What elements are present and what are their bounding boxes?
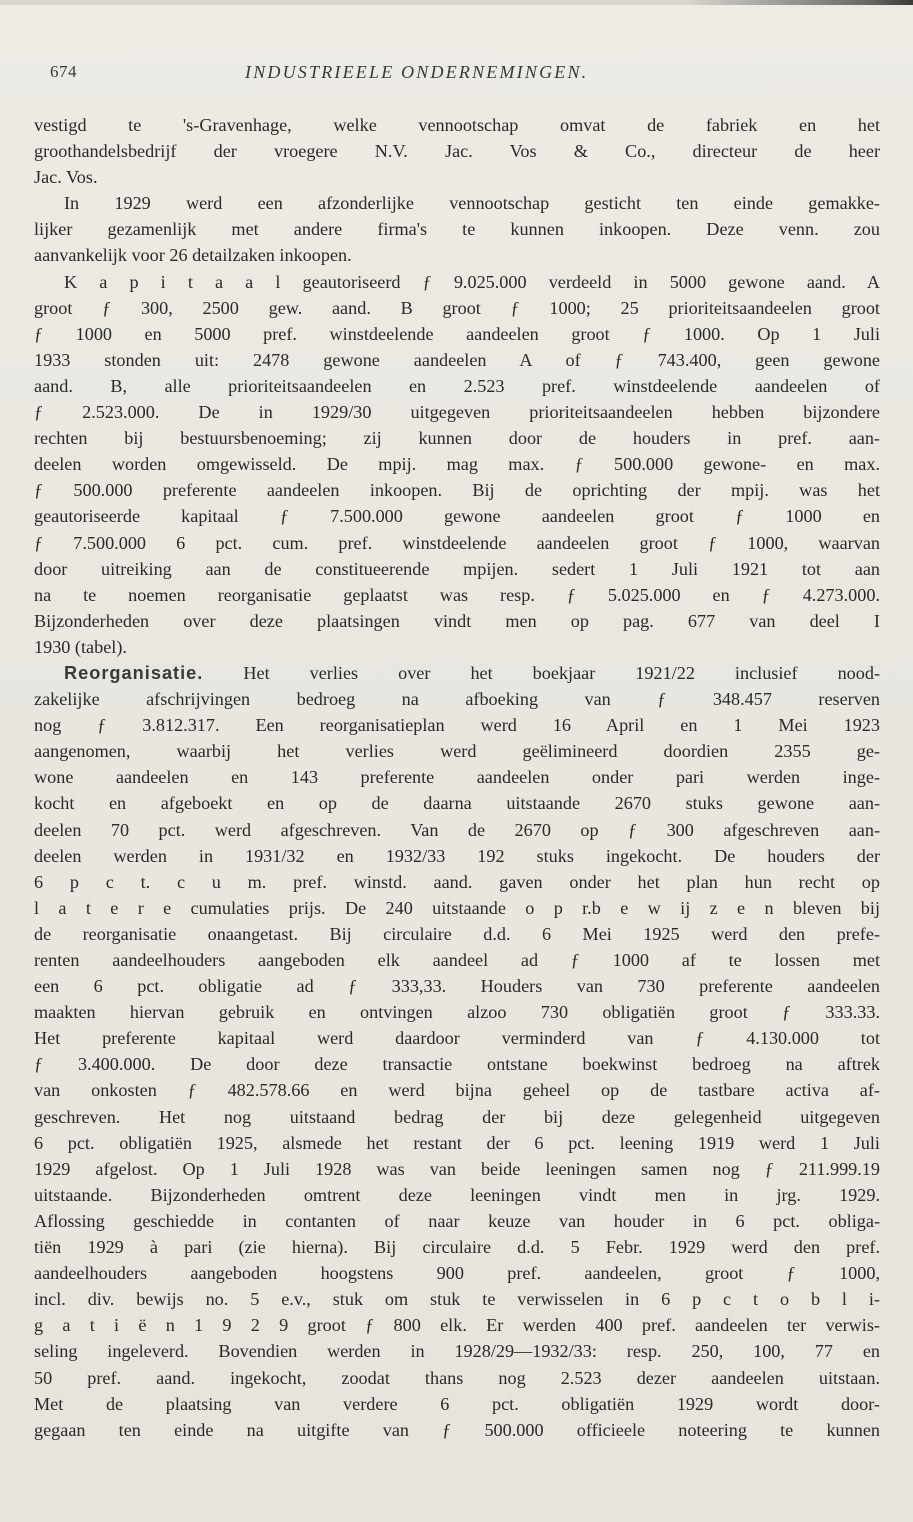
text-line: K a p i t a a l geautoriseerd ƒ 9.025.000 verdeeld in 5000 gewone aand. A	[64, 271, 880, 292]
text-line: geschreven. Het nog uitstaand bedrag der bij deze gelegenheid uitgegeven	[34, 1106, 880, 1127]
text-line: groothandelsbedrijf der vroegere N.V. Jac. Vos & Co., directeur de heer	[34, 141, 880, 162]
text-line: Met de plaatsing van verdere 6 pct. obligatiën 1929 wordt door-	[34, 1393, 880, 1414]
text-line: groot ƒ 300, 2500 gew. aand. B groot ƒ 1000; 25 prioriteitsaandeelen groot	[34, 297, 880, 318]
text-line: deelen 70 pct. werd afgeschreven. Van de 2670 op ƒ 300 afgeschreven aan-	[34, 819, 880, 840]
text-line: ƒ 2.523.000. De in 1929/30 uitgegeven prioriteitsaandeelen hebben bijzondere	[34, 402, 880, 423]
text-line: geautoriseerde kapitaal ƒ 7.500.000 gewone aandeelen groot ƒ 1000 en	[34, 506, 880, 527]
text-line: ƒ 1000 en 5000 pref. winstdeelende aandeelen groot ƒ 1000. Op 1 Juli	[34, 323, 880, 344]
text-line: aanvankelijk voor 26 detailzaken inkoopen.	[34, 245, 352, 266]
section-first-line	[34, 660, 880, 686]
text-line: Jac. Vos.	[34, 167, 98, 188]
text-line: In 1929 werd een afzonderlijke vennootschap gesticht ten einde gemakke-	[64, 193, 880, 214]
text-line: ƒ 500.000 preferente aandeelen inkoopen. Bij de oprichting der mpij. was het	[34, 480, 880, 501]
text-line: aand. B, alle prioriteitsaandeelen en 2.523 pref. winstdeelende aandeelen of	[34, 375, 880, 396]
text-line: l a t e r e cumulaties prijs. De 240 uitstaande o p r.b e w ij z e n bleven bij	[34, 897, 880, 918]
text-line: Het preferente kapitaal werd daardoor verminderd van ƒ 4.130.000 tot	[34, 1028, 880, 1049]
text-line: ƒ 3.400.000. De door deze transactie ontstane boekwinst bedroeg na aftrek	[34, 1054, 880, 1075]
page-edge	[0, 0, 913, 5]
text-line: renten aandeelhouders aangeboden elk aandeel ad ƒ 1000 af te lossen met	[34, 950, 880, 970]
text-line: Aflossing geschiedde in contanten of naar keuze van houder in 6 pct. obliga-	[34, 1210, 880, 1231]
text-line: de reorganisatie onaangetast. Bij circulaire d.d. 6 Mei 1925 werd den prefe-	[34, 923, 880, 944]
text-line: ƒ 7.500.000 6 pct. cum. pref. winstdeelende aandeelen groot ƒ 1000, waarvan	[34, 532, 880, 553]
text-line: van onkosten ƒ 482.578.66 en werd bijna geheel op de tastbare activa af-	[34, 1080, 880, 1101]
text-line: 1930 (tabel).	[34, 636, 127, 657]
text-line: uitstaande. Bijzonderheden omtrent deze leeningen vindt men in jrg. 1929.	[34, 1184, 880, 1205]
text-line: maakten hiervan gebruik en ontvingen alzoo 730 obligatiën groot ƒ 333.33.	[34, 1002, 880, 1023]
text-line: Het verlies over het boekjaar 1921/22 inclusief nood-	[243, 662, 880, 683]
text-line: incl. div. bewijs no. 5 e.v., stuk om stuk te verwisselen in 6 p c t o b l i-	[34, 1289, 880, 1310]
text-line: 50 pref. aand. ingekocht, zoodat thans nog 2.523 dezer aandeelen uitstaan.	[34, 1367, 880, 1388]
text-line: na te noemen reorganisatie geplaatst was resp. ƒ 5.025.000 en ƒ 4.273.000.	[34, 584, 880, 605]
page-header	[50, 62, 880, 86]
text-line: deelen worden omgewisseld. De mpij. mag max. ƒ 500.000 gewone- en max.	[34, 454, 880, 475]
text-line: seling ingeleverd. Bovendien werden in 1928/29—1932/33: resp. 250, 100, 77 en	[34, 1341, 880, 1362]
text-line: 6 pct. obligatiën 1925, alsmede het restant der 6 pct. leening 1919 werd 1 Juli	[34, 1132, 880, 1153]
text-line: door uitreiking aan de constitueerende mpijen. sedert 1 Juli 1921 tot aan	[34, 558, 880, 579]
text-line: aangenomen, waarbij het verlies werd geëlimineerd doordien 2355 ge-	[34, 741, 880, 762]
text-line: 1929 afgelost. Op 1 Juli 1928 was van beide leeningen samen nog ƒ 211.999.19	[34, 1158, 880, 1179]
text-line: Bijzonderheden over deze plaatsingen vindt men op pag. 677 van deel I	[34, 610, 880, 631]
body-text	[34, 112, 880, 1443]
text-line: wone aandeelen en 143 preferente aandeelen onder pari werden inge-	[34, 767, 880, 788]
text-line: lijker gezamenlijk met andere firma's te kunnen inkoopen. Deze venn. zou	[34, 219, 880, 240]
text-line: gegaan ten einde na uitgifte van ƒ 500.000 officieele noteering te kunnen	[34, 1419, 880, 1440]
page-number: 674	[50, 62, 77, 81]
text-line: een 6 pct. obligatie ad ƒ 333,33. Houders van 730 preferente aandeelen	[34, 976, 880, 997]
section-heading: Reorganisatie.	[64, 662, 204, 683]
text-line: nog ƒ 3.812.317. Een reorganisatieplan werd 16 April en 1 Mei 1923	[34, 715, 880, 736]
text-line: deelen werden in 1931/32 en 1932/33 192 stuks ingekocht. De houders der	[34, 845, 880, 866]
text-line: aandeelhouders aangeboden hoogstens 900 pref. aandeelen, groot ƒ 1000,	[34, 1263, 880, 1284]
text-line: zakelijke afschrijvingen bedroeg na afboeking van ƒ 348.457 reserven	[34, 689, 880, 710]
text-line: rechten bij bestuursbenoeming; zij kunnen door de houders in pref. aan-	[34, 428, 880, 449]
text-line: vestigd te 's-Gravenhage, welke vennootschap omvat de fabriek en het	[34, 115, 880, 135]
text-line: 1933 stonden uit: 2478 gewone aandeelen A of ƒ 743.400, geen gewone	[34, 349, 880, 370]
text-line: kocht en afgeboekt en op de daarna uitstaande 2670 stuks gewone aan-	[34, 793, 880, 814]
text-line: g a t i ë n 1 9 2 9 groot ƒ 800 elk. Er werden 400 pref. aandeelen ter verwis-	[34, 1315, 880, 1336]
text-line: 6 p c t. c u m. pref. winstd. aand. gaven onder het plan hun recht op	[34, 871, 880, 892]
running-title: INDUSTRIEELE ONDERNEMINGEN.	[245, 62, 589, 82]
text-line: tiën 1929 à pari (zie hierna). Bij circulaire d.d. 5 Febr. 1929 werd den pref.	[34, 1237, 880, 1258]
